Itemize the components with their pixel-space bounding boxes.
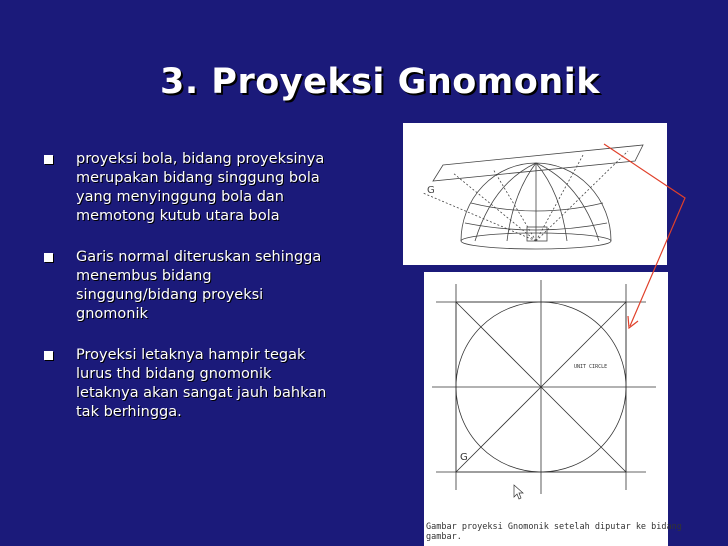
bullet-item <box>44 346 334 422</box>
slide-title: 3. Proyeksi Gnomonik <box>159 62 601 102</box>
bullet-text: Proyeksi letaknya hampir tegak lurus thd bidang gnomonik letaknya akan sangat jauh bahkan tak berhingga. <box>76 347 327 420</box>
bullet-item <box>44 150 334 226</box>
figure-caption: Gambar proyeksi Gnomonik setelah diputar ke bidang gambar. <box>426 522 682 542</box>
red-arrow-icon <box>600 140 700 340</box>
bullet-text: Garis normal diteruskan sehingga menembus bidang singgung/bidang proyeksi gnomonik <box>76 249 322 322</box>
bullet-list <box>44 150 334 444</box>
square-bullet-icon <box>44 155 53 164</box>
square-bullet-icon <box>44 351 53 360</box>
unit-circle-label: UNIT CIRCLE <box>574 364 608 370</box>
figure-label-g: G <box>460 452 468 463</box>
mouse-cursor-icon <box>514 485 523 499</box>
bullet-text: proyeksi bola, bidang proyeksinya merupakan bidang singgung bola yang menyinggung bola dan memotong kutub utara bola <box>76 151 325 224</box>
square-bullet-icon <box>44 253 53 262</box>
bullet-item <box>44 248 334 324</box>
figure-label-g: G <box>427 185 435 196</box>
